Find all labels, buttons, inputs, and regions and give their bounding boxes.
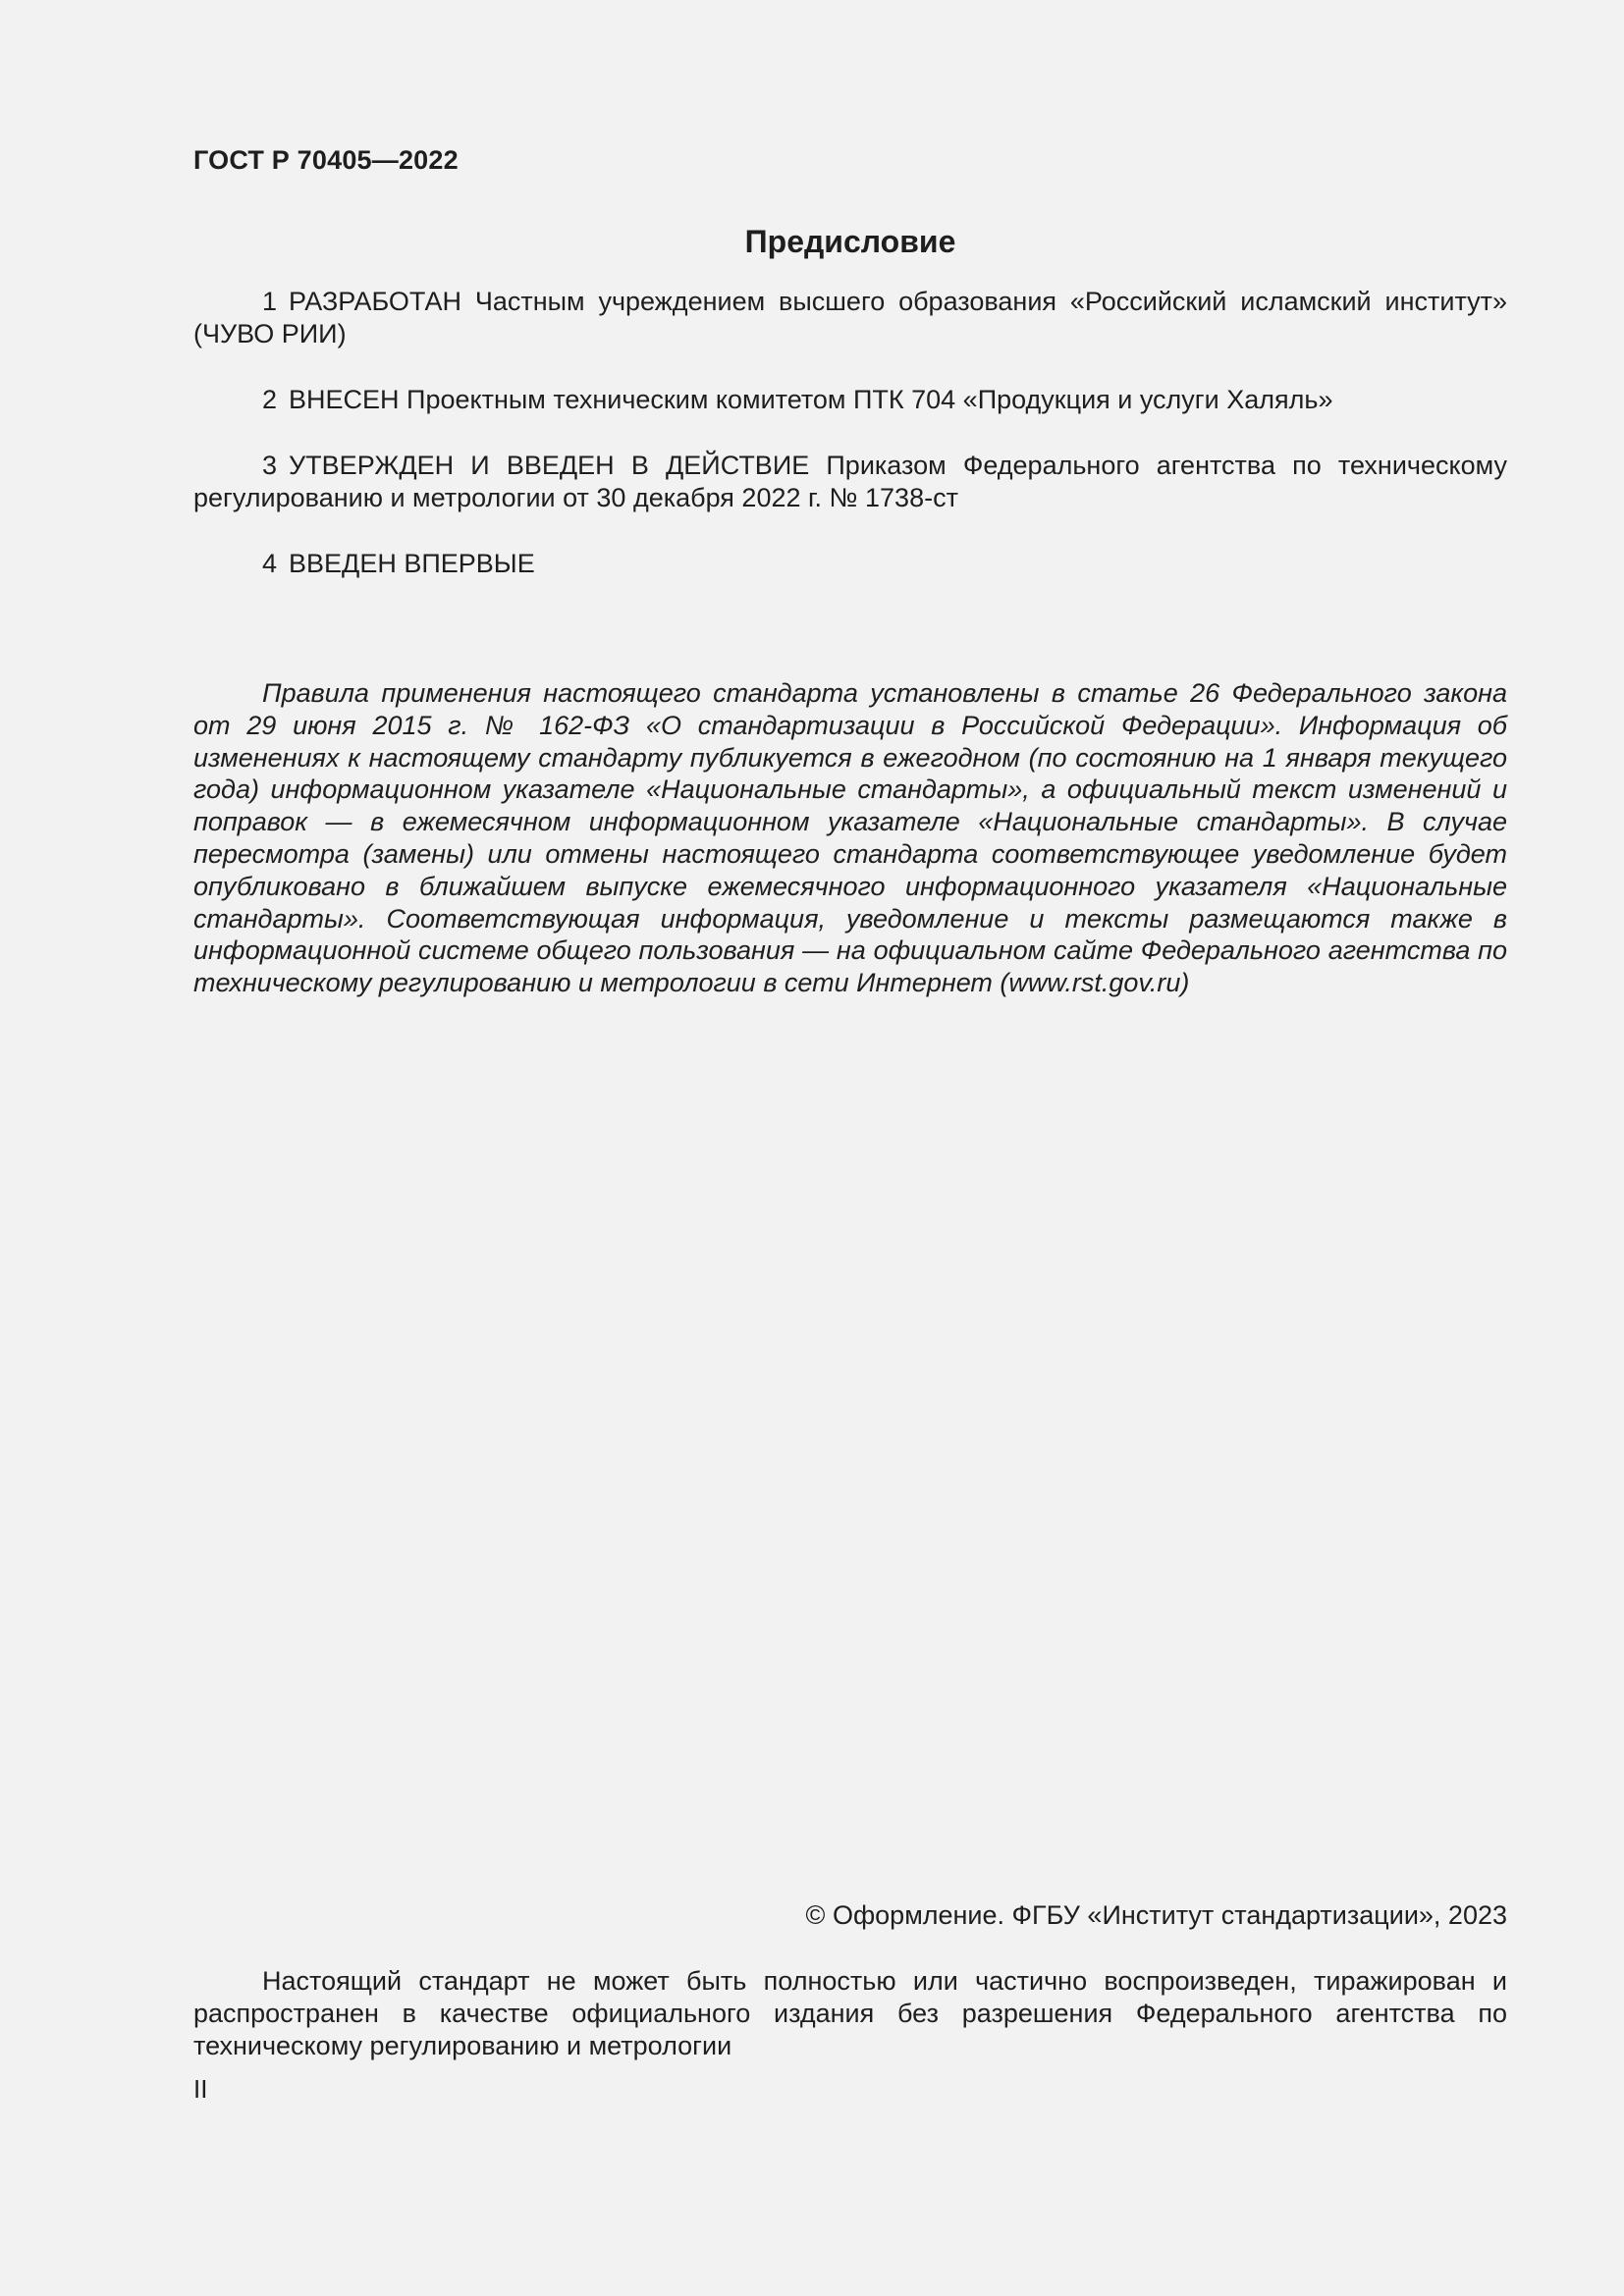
preface-item-number: 3 bbox=[262, 451, 278, 480]
preface-title: Предисловие bbox=[744, 224, 956, 259]
preface-item-number: 1 bbox=[262, 287, 278, 316]
preface-item-text: РАЗРАБОТАН Частным учреждением высшего образования «Российский исламский институт» (ЧУВО РИИ) bbox=[193, 287, 1507, 348]
standard-application-rules: Правила применения настоящего стандарта установлены в статье 26 Федерального закона от 29 июня 2015 г. № 162-ФЗ «О стандартизации в Российской Федерации». Информация об изменениях к настоящему стандарту публикуется в ежегодном (по состоянию на 1 января текущего года) информационном указателе «Национальные стандарты», а официальный текст изменений и поправок — в ежемесячном информационном указателе «Национальные стандарты». В случае пересмотра (замены) или отмены настоящего стандарта соответствующее уведомление будет опубликовано в ближайшем выпуске ежемесячного информационного указателя «Национальные стандарты». Соответствующая информация, уведомление и тексты размещаются также в информационной системе общего пользования — на официальном сайте Федерального агентства по техническому регулированию и метрологии в сети Интернет (www.rst.gov.ru) bbox=[193, 678, 1507, 998]
preface-item-text: УТВЕРЖДЕН И ВВЕДЕН В ДЕЙСТВИЕ Приказом Федерального агентства по техническому регулированию и метрологии от 30 декабря 2022 г. № 1738-ст bbox=[193, 451, 1507, 512]
copyright-notice: © Оформление. ФГБУ «Институт стандартизации», 2023 bbox=[805, 1900, 1507, 1930]
document-page bbox=[193, 0, 1507, 2296]
document-code: ГОСТ Р 70405—2022 bbox=[193, 145, 459, 175]
preface-item-3 bbox=[193, 450, 1507, 514]
preface-item-4 bbox=[193, 548, 1507, 580]
reproduction-notice: Настоящий стандарт не может быть полностью или частично воспроизведен, тиражирован и распространен в качестве официального издания без разрешения Федерального агентства по техническому регулированию и метрологии bbox=[193, 1966, 1507, 2060]
page-number: II bbox=[193, 2074, 208, 2104]
preface-item-2 bbox=[193, 384, 1507, 416]
preface-item-text: ВВЕДЕН ВПЕРВЫЕ bbox=[289, 549, 535, 578]
preface-item-number: 4 bbox=[262, 549, 278, 578]
preface-item-number: 2 bbox=[262, 385, 278, 414]
preface-item-1 bbox=[193, 286, 1507, 350]
preface-item-text: ВНЕСЕН Проектным техническим комитетом ПТК 704 «Продукция и услуги Халяль» bbox=[289, 385, 1333, 414]
